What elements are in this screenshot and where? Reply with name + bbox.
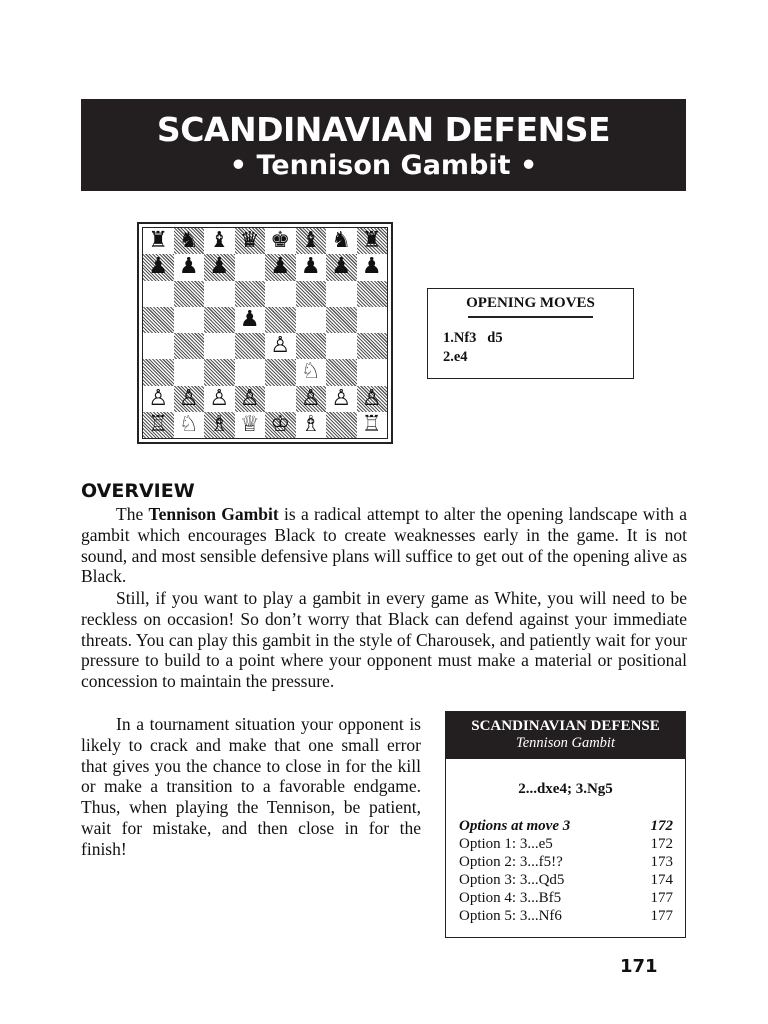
board-square xyxy=(174,359,205,385)
board-square xyxy=(326,307,357,333)
board-square xyxy=(357,281,388,307)
heading-underline xyxy=(468,316,593,318)
board-square xyxy=(357,359,388,385)
board-square xyxy=(204,386,235,412)
chess-piece-icon: ♘ xyxy=(300,359,321,385)
chess-piece-icon: ♟ xyxy=(361,254,382,280)
board-square xyxy=(265,412,296,438)
board-square xyxy=(174,412,205,438)
board-square xyxy=(357,254,388,280)
board-square xyxy=(296,307,327,333)
board-square xyxy=(235,412,266,438)
chess-piece-icon: ♙ xyxy=(148,385,169,411)
option-row xyxy=(459,907,673,925)
sidebar-header xyxy=(446,712,685,759)
opening-move-line: 1.Nf3 d5 xyxy=(443,330,503,346)
overview-paragraph-2 xyxy=(81,588,687,692)
chapter-title-banner xyxy=(81,99,686,191)
board-square xyxy=(296,254,327,280)
option-label: Option 1: 3...e5 xyxy=(459,836,553,852)
opening-moves-box xyxy=(427,288,634,379)
board-square xyxy=(143,412,174,438)
chess-piece-icon: ♙ xyxy=(361,385,382,411)
board-square xyxy=(143,386,174,412)
opening-move-line: 2.e4 xyxy=(443,349,468,365)
options-list xyxy=(459,817,673,925)
p3-text: In a tournament situation your opponent is likely to crack and make that one small error that gives you the chance to close in for the kill or make a transition to a favorable endgame. Thus, when playing the Tennison, be patient, wait for mistake, and then close in for the finish! xyxy=(81,714,421,859)
p2-text: Still, if you want to play a gambit in every game as White, you will need to be reckless on occasion! So don’t worry that Black can defend against your immediate threats. You can play this gambit in the style of Charousek, and patiently wait for your pressure to build to a point where your opponent must make a material or positional concession to maintain the pressure. xyxy=(81,588,687,692)
option-page: 173 xyxy=(650,854,673,870)
board-square xyxy=(296,333,327,359)
sidebar-title: SCANDINAVIAN DEFENSE xyxy=(471,718,660,734)
options-header-label: Options at move 3 xyxy=(459,818,571,834)
chess-piece-icon: ♗ xyxy=(300,411,321,437)
chess-piece-icon: ♗ xyxy=(209,411,230,437)
board-square xyxy=(204,412,235,438)
board-square xyxy=(235,254,266,280)
chess-piece-icon: ♞ xyxy=(331,228,352,254)
board-square xyxy=(143,333,174,359)
board-square xyxy=(265,386,296,412)
board-square xyxy=(235,228,266,254)
chess-piece-icon: ♙ xyxy=(209,385,230,411)
chess-piece-icon: ♝ xyxy=(300,228,321,254)
board-square xyxy=(174,307,205,333)
board-square xyxy=(326,228,357,254)
option-label: Option 4: 3...Bf5 xyxy=(459,890,562,906)
chess-piece-icon: ♙ xyxy=(239,385,260,411)
board-square xyxy=(143,359,174,385)
board-square xyxy=(235,333,266,359)
overview-paragraph-3 xyxy=(81,714,421,860)
board-square xyxy=(174,281,205,307)
board-square xyxy=(204,228,235,254)
board-square xyxy=(143,307,174,333)
overview-paragraph-1 xyxy=(81,504,687,587)
board-square xyxy=(296,386,327,412)
board-square xyxy=(357,228,388,254)
chess-piece-icon: ♙ xyxy=(178,385,199,411)
chess-piece-icon: ♝ xyxy=(209,228,230,254)
option-row xyxy=(459,835,673,853)
page-number: 171 xyxy=(620,956,658,977)
board-square xyxy=(265,254,296,280)
board-square xyxy=(296,281,327,307)
board-square xyxy=(143,281,174,307)
sidebar-subtitle: Tennison Gambit xyxy=(516,735,615,751)
chess-piece-icon: ♘ xyxy=(178,411,199,437)
board-square xyxy=(357,307,388,333)
chess-piece-icon: ♟ xyxy=(209,254,230,280)
chess-piece-icon: ♙ xyxy=(331,385,352,411)
chess-piece-icon: ♙ xyxy=(300,385,321,411)
chapter-subtitle: • Tennison Gambit • xyxy=(229,150,538,181)
chess-piece-icon: ♟ xyxy=(178,254,199,280)
board-square xyxy=(326,412,357,438)
board-square xyxy=(357,412,388,438)
chess-piece-icon: ♟ xyxy=(300,254,321,280)
board-square xyxy=(204,359,235,385)
board-square xyxy=(265,228,296,254)
board-square xyxy=(204,254,235,280)
chess-piece-icon: ♟ xyxy=(270,254,291,280)
board-square xyxy=(204,281,235,307)
board-square xyxy=(235,307,266,333)
board-square xyxy=(235,281,266,307)
p1-text-pre: The xyxy=(116,504,149,524)
board-square xyxy=(357,333,388,359)
chess-piece-icon: ♞ xyxy=(178,228,199,254)
board-square xyxy=(265,333,296,359)
board-square xyxy=(326,281,357,307)
board-square xyxy=(204,333,235,359)
option-page: 177 xyxy=(650,890,673,906)
chess-piece-icon: ♔ xyxy=(270,411,291,437)
p1-text-post: is a radical attempt to alter the opening landscape with a gambit which encourages Black to create weaknesses early in the game. It is not sound, and most sensible defensive plans will suffice to get out of the opening alive as Black. xyxy=(81,504,687,587)
option-label: Option 2: 3...f5!? xyxy=(459,854,563,870)
board-square xyxy=(296,359,327,385)
chess-piece-icon: ♚ xyxy=(270,228,291,254)
chess-piece-icon: ♟ xyxy=(239,306,260,332)
chess-piece-icon: ♟ xyxy=(148,254,169,280)
board-square xyxy=(265,359,296,385)
board-square xyxy=(326,386,357,412)
board-square xyxy=(174,333,205,359)
board-square xyxy=(235,359,266,385)
board-square xyxy=(174,228,205,254)
option-page: 177 xyxy=(650,908,673,924)
chess-piece-icon: ♖ xyxy=(361,411,382,437)
board-square xyxy=(143,254,174,280)
chess-piece-icon: ♜ xyxy=(361,228,382,254)
chess-piece-icon: ♖ xyxy=(148,411,169,437)
board-square xyxy=(326,254,357,280)
board-square xyxy=(296,228,327,254)
p1-text-bold: Tennison Gambit xyxy=(148,504,279,524)
sidebar-moves: 2...dxe4; 3.Ng5 xyxy=(518,781,613,797)
option-label: Option 5: 3...Nf6 xyxy=(459,908,562,924)
option-row xyxy=(459,853,673,871)
options-header-row xyxy=(459,817,673,835)
options-sidebar xyxy=(445,711,686,938)
option-row xyxy=(459,889,673,907)
board-square xyxy=(265,307,296,333)
board-square xyxy=(143,228,174,254)
opening-moves-heading: OPENING MOVES xyxy=(466,295,595,311)
option-page: 174 xyxy=(650,872,673,888)
chapter-title: SCANDINAVIAN DEFENSE xyxy=(156,110,611,149)
board-square xyxy=(235,386,266,412)
board-square xyxy=(357,386,388,412)
option-row xyxy=(459,871,673,889)
chess-piece-icon: ♙ xyxy=(270,333,291,359)
option-page: 172 xyxy=(650,836,673,852)
chess-board xyxy=(142,227,388,439)
chess-piece-icon: ♕ xyxy=(239,411,260,437)
chess-diagram xyxy=(137,222,393,444)
board-square xyxy=(326,333,357,359)
chess-piece-icon: ♜ xyxy=(148,228,169,254)
overview-heading: OVERVIEW xyxy=(81,480,195,502)
chess-piece-icon: ♛ xyxy=(239,228,260,254)
option-label: Option 3: 3...Qd5 xyxy=(459,872,565,888)
board-square xyxy=(174,386,205,412)
board-square xyxy=(296,412,327,438)
options-header-page: 172 xyxy=(650,818,673,834)
board-square xyxy=(204,307,235,333)
board-square xyxy=(326,359,357,385)
chess-piece-icon: ♟ xyxy=(331,254,352,280)
board-square xyxy=(174,254,205,280)
board-square xyxy=(265,281,296,307)
